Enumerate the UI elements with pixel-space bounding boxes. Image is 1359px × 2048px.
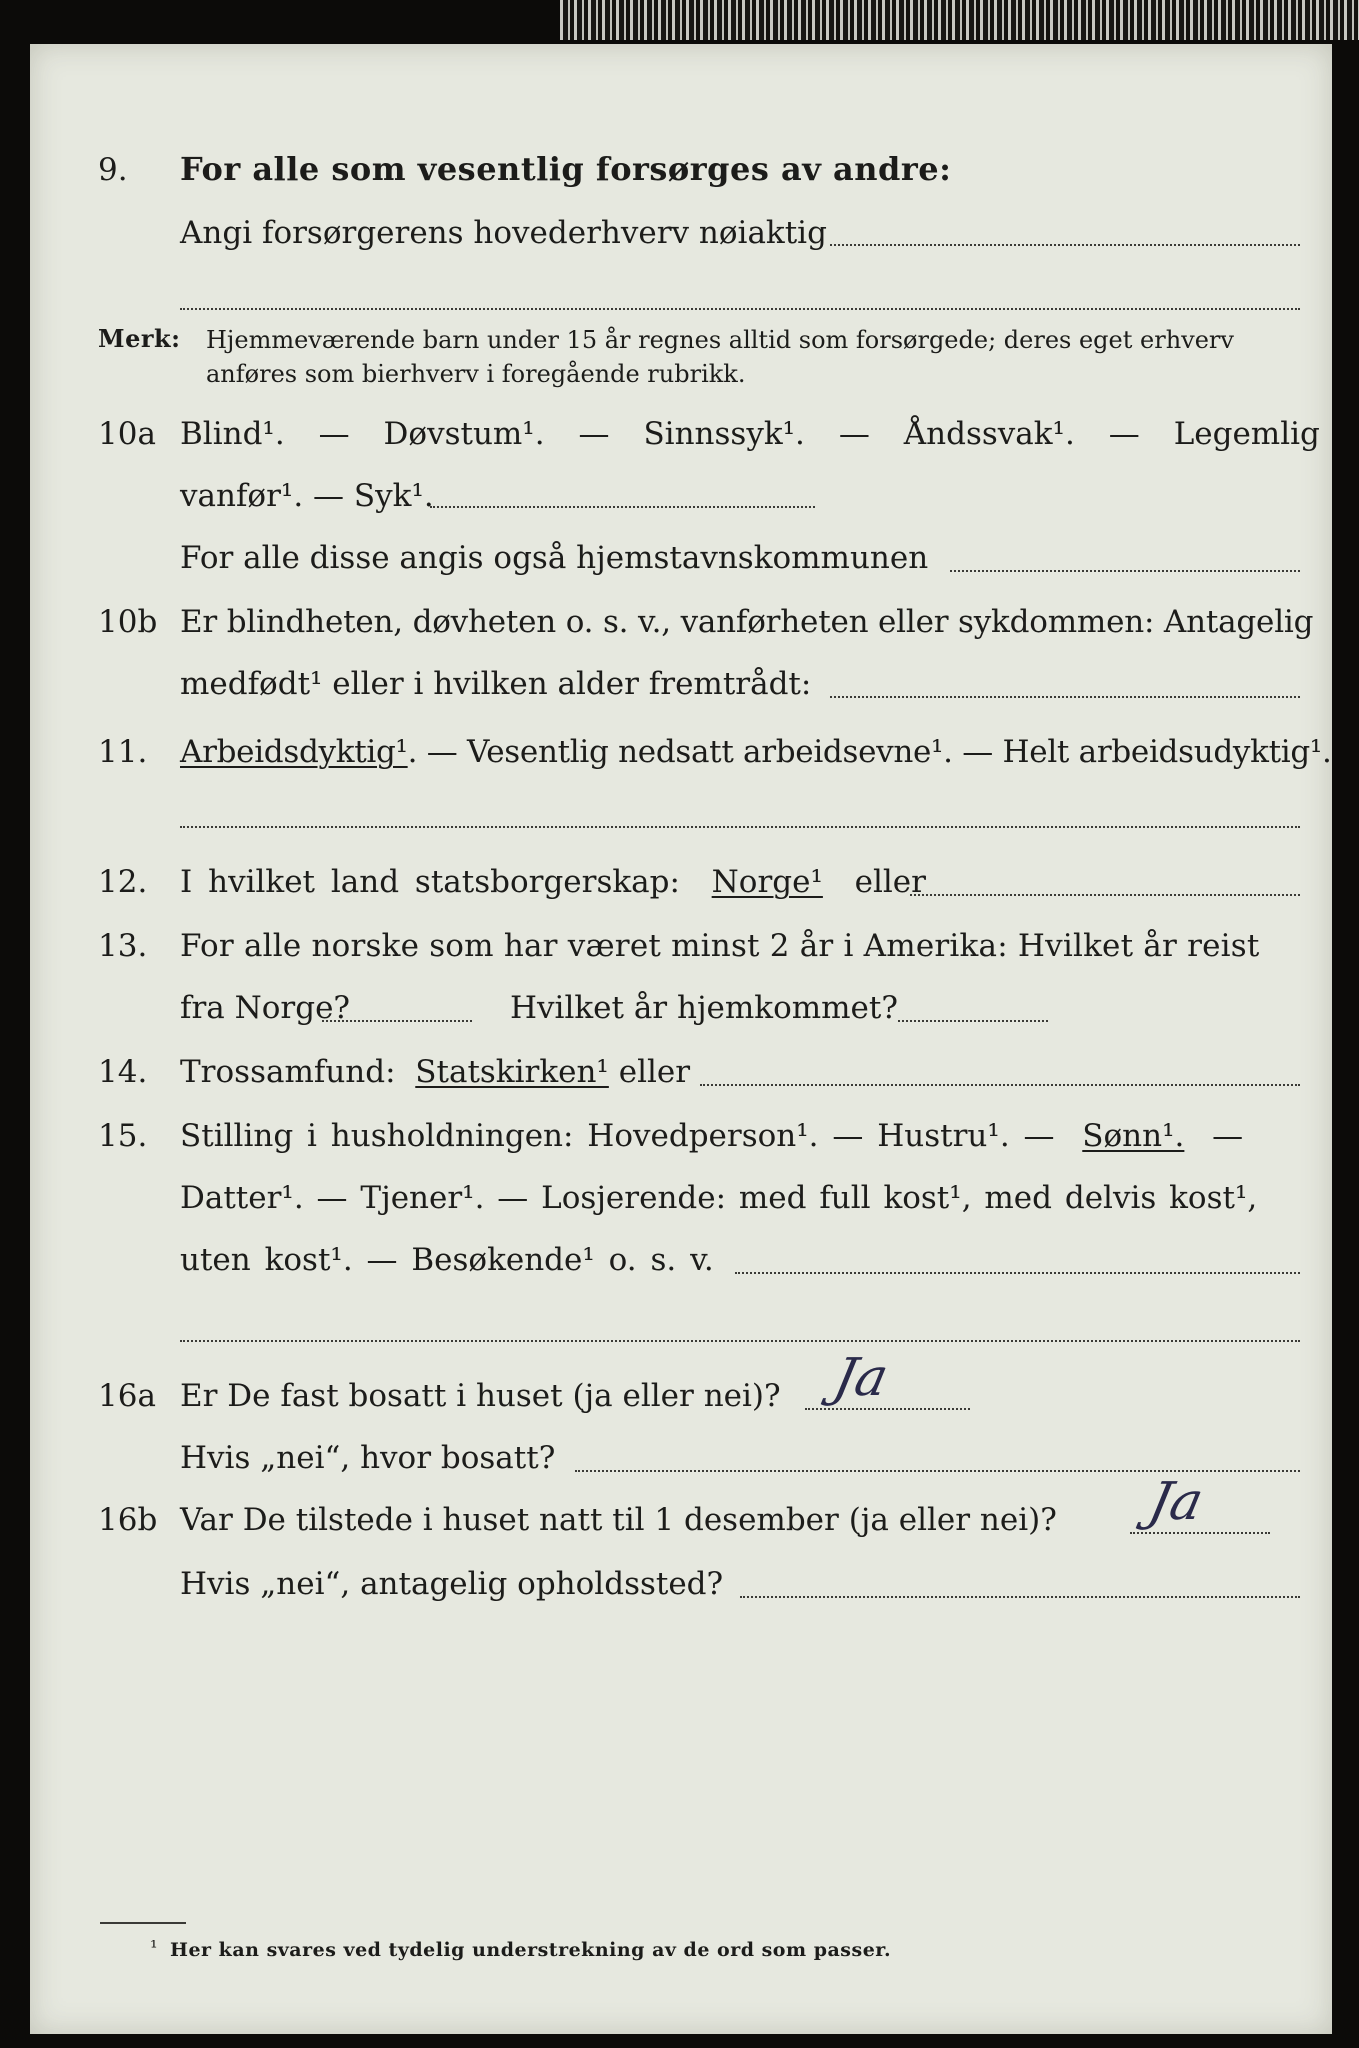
q9-question: Angi forsørgerens hovederhverv nøiaktig — [180, 215, 827, 251]
q16a-line-2: Hvis „nei“, hvor bosatt? — [180, 1440, 556, 1476]
footnote-mark: ¹ — [150, 1937, 158, 1959]
census-form-page — [30, 44, 1332, 2034]
q11-line — [180, 734, 1332, 770]
dash: — — [578, 416, 610, 452]
q16b-line-1: Var De tilstede i huset natt til 1 desember (ja eller nei)? — [180, 1502, 1057, 1538]
q15-options: Stilling i husholdningen: Hovedperson¹. — Hustru¹. — — [180, 1118, 1055, 1154]
dash: — — [318, 416, 350, 452]
q16a-handwritten-answer: Ja — [828, 1348, 894, 1408]
q13-line-2a: fra Norge? — [180, 990, 351, 1026]
q14-eller: eller — [618, 1054, 691, 1090]
q15-selected-sonn: Sønn¹. — [1082, 1118, 1185, 1154]
q13-hjemkommet-answer-line[interactable] — [898, 1020, 1048, 1022]
q10b-number: 10b — [98, 604, 158, 640]
q16b-answer-line[interactable] — [1130, 1532, 1270, 1534]
q10a-opt-legemlig: Legemlig — [1173, 416, 1320, 452]
footnote-text: Her kan svares ved tydelig understrekning av de ord som passer. — [170, 1939, 892, 1961]
q9-answer-line[interactable] — [830, 244, 1300, 246]
q11-selected-arbeidsdyktig: Arbeidsdyktig¹ — [180, 734, 408, 770]
q16a-line-1: Er De fast bosatt i huset (ja eller nei)? — [180, 1378, 781, 1414]
q10a-line-2: vanfør¹. — Syk¹. — [180, 478, 434, 514]
q11-rest: . — Vesentlig nedsatt arbeidsevne¹. — Helt arbeidsudyktig¹. — [407, 734, 1332, 770]
q12-number: 12. — [98, 864, 148, 900]
q15-answer-line[interactable] — [735, 1272, 1300, 1274]
q10a-kommune-answer-line[interactable] — [950, 570, 1300, 572]
q13-line-2b: Hvilket år hjemkommet? — [510, 990, 898, 1026]
q10b-line-2: medfødt¹ eller i hvilken alder fremtrådt: — [180, 666, 812, 702]
q9-number: 9. — [98, 152, 128, 188]
q12-question: I hvilket land statsborgerskap: — [180, 864, 680, 900]
q15-line-3: uten kost¹. — Besøkende¹ o. s. v. — [180, 1242, 714, 1278]
q10a-opt-andssvak: Åndssvak¹. — [903, 416, 1075, 452]
merk-line-2: anføres som bierhverv i foregående rubrikk. — [206, 360, 746, 388]
scan-edge-strip — [560, 0, 1359, 40]
q10a-line-1 — [180, 416, 1320, 452]
q14-answer-line[interactable] — [700, 1084, 1300, 1086]
q15-line-2: Datter¹. — Tjener¹. — Losjerende: med full kost¹, med delvis kost¹, — [180, 1180, 1258, 1216]
footnote-divider — [100, 1922, 186, 1924]
q15-answer-line-2[interactable] — [180, 1340, 1300, 1342]
q10a-opt-sinnssyk: Sinnssyk¹. — [643, 416, 805, 452]
q10a-syk-answer-line[interactable] — [430, 506, 815, 508]
q9-answer-line-2[interactable] — [180, 308, 1300, 310]
dash: — — [838, 416, 870, 452]
q16a-number: 16a — [98, 1378, 156, 1414]
q13-number: 13. — [98, 928, 148, 964]
q14-selected-statskirken: Statskirken¹ — [415, 1054, 609, 1090]
q16b-opholdssted-answer-line[interactable] — [740, 1596, 1300, 1598]
q11-answer-line[interactable] — [180, 826, 1300, 828]
q13-reist-answer-line[interactable] — [322, 1020, 472, 1022]
q15-line-1 — [180, 1118, 1243, 1154]
q16b-number: 16b — [98, 1502, 158, 1538]
q12-line — [180, 864, 926, 900]
q14-line — [180, 1054, 690, 1090]
q14-question: Trossamfund: — [180, 1054, 396, 1090]
q9-heading: For alle som vesentlig forsørges av andre: — [180, 150, 952, 188]
q10a-line-3: For alle disse angis også hjemstavnskommunen — [180, 540, 929, 576]
q10b-line-1: Er blindheten, døvheten o. s. v., vanførheten eller sykdommen: Antagelig — [180, 604, 1314, 640]
q13-line-1: For alle norske som har været minst 2 år i Amerika: Hvilket år reist — [180, 928, 1260, 964]
q16a-answer-line[interactable] — [805, 1408, 970, 1410]
dash: — — [1212, 1118, 1244, 1154]
q16b-handwritten-answer: Ja — [1143, 1472, 1209, 1532]
merk-label: Merk: — [98, 324, 181, 353]
q10b-answer-line[interactable] — [830, 696, 1300, 698]
dash: — — [1108, 416, 1140, 452]
q12-eller: eller — [854, 864, 926, 900]
merk-line-1: Hjemmeværende barn under 15 år regnes alltid som forsørgede; deres eget erhverv — [206, 326, 1234, 354]
q14-number: 14. — [98, 1054, 148, 1090]
q16b-line-2: Hvis „nei“, antagelig opholdssted? — [180, 1566, 724, 1602]
q12-answer-line[interactable] — [910, 894, 1300, 896]
q12-selected-norge: Norge¹ — [711, 864, 823, 900]
q15-number: 15. — [98, 1118, 148, 1154]
q10a-opt-dovstum: Døvstum¹. — [383, 416, 545, 452]
q11-number: 11. — [98, 734, 148, 770]
q10a-opt-blind: Blind¹. — [180, 416, 285, 452]
q10a-number: 10a — [98, 416, 156, 452]
